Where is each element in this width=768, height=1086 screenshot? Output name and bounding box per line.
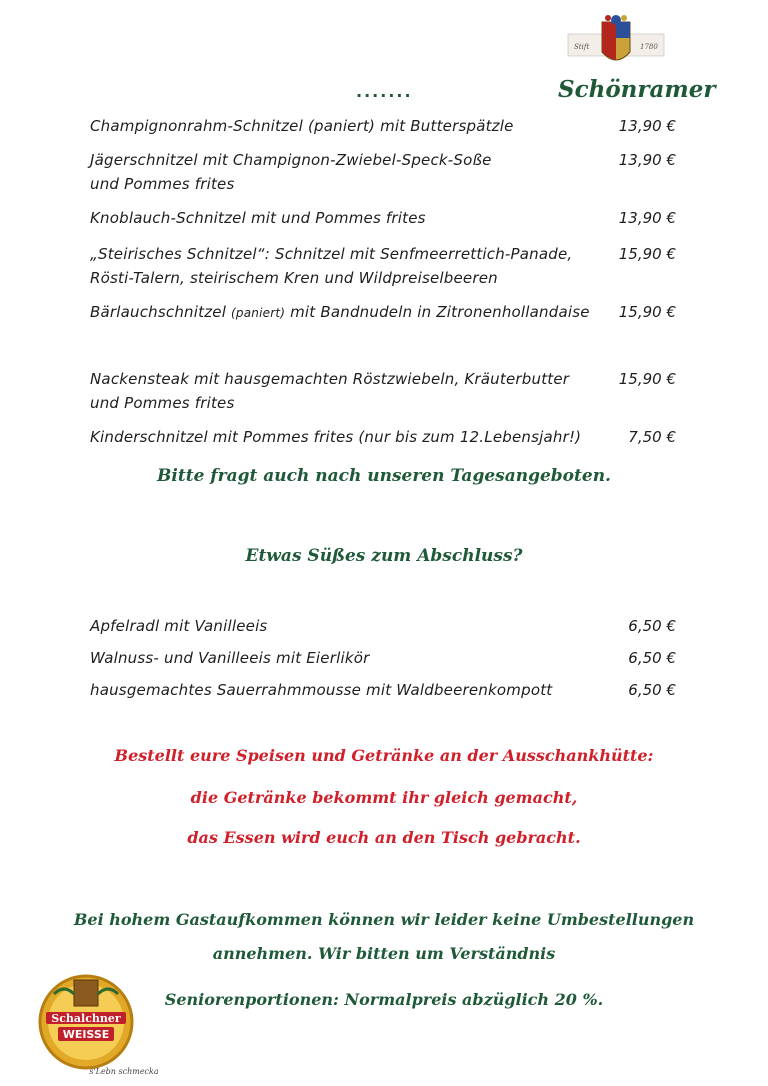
senior-notice: Seniorenportionen: Normalpreis abzüglich 20 %. <box>164 990 604 1009</box>
svg-text:Schalchner: Schalchner <box>51 1012 121 1025</box>
brewery-footer-logo <box>34 970 159 1080</box>
daily-offers-note: Bitte fragt auch nach unseren Tagesangeboten. <box>157 466 611 486</box>
svg-text:1780: 1780 <box>640 43 658 51</box>
menu-item-price: 15,90 € <box>618 245 676 263</box>
menu-item-name-line2: Rösti-Talern, steirischem Kren und Wildpreiselbeeren <box>90 269 498 287</box>
menu-item-name: Nackensteak mit hausgemachten Röstzwiebeln, Kräuterbutter <box>90 370 570 388</box>
menu-item-name: Jägerschnitzel mit Champignon-Zwiebel-Speck-Soße <box>90 151 492 169</box>
busy-notice-line: annehmen. Wir bitten um Verständnis <box>212 944 556 963</box>
header-dots: ....... <box>356 82 413 101</box>
menu-item-price: 15,90 € <box>618 370 676 388</box>
order-notice-line: die Getränke bekommt ihr gleich gemacht, <box>190 788 578 807</box>
svg-text:Stift: Stift <box>574 43 590 51</box>
dessert-item-name: Apfelradl mit Vanilleeis <box>90 617 268 635</box>
menu-item-price: 7,50 € <box>628 428 676 446</box>
order-notice-line: das Essen wird euch an den Tisch gebracht. <box>187 828 581 847</box>
menu-item-name-line2: und Pommes frites <box>90 175 235 193</box>
menu-item-price: 13,90 € <box>618 151 676 169</box>
dessert-item-price: 6,50 € <box>628 617 676 635</box>
dessert-item-price: 6,50 € <box>628 681 676 699</box>
menu-item-name-part: Bärlauchschnitzel <box>90 303 227 321</box>
menu-item-name: Knoblauch-Schnitzel mit und Pommes frites <box>90 209 426 227</box>
svg-text:WEISSE: WEISSE <box>62 1028 110 1041</box>
menu-item-name <box>90 300 590 325</box>
menu-item-name-note: (paniert) <box>231 306 286 320</box>
dessert-item-name: Walnuss- und Vanilleeis mit Eierlikör <box>90 649 370 667</box>
brewery-crest <box>566 12 666 74</box>
menu-item-name: Kinderschnitzel mit Pommes frites (nur bis zum 12.Lebensjahr!) <box>90 428 582 446</box>
busy-notice-line: Bei hohem Gastaufkommen können wir leider keine Umbestellungen <box>73 910 695 929</box>
menu-item-name: Champignonrahm-Schnitzel (paniert) mit Butterspätzle <box>90 117 514 135</box>
menu-item-price: 13,90 € <box>618 117 676 135</box>
menu-item-name-line2: und Pommes frites <box>90 394 235 412</box>
menu-item-name: „Steirisches Schnitzel“: Schnitzel mit Senfmeerrettich-Panade, <box>90 245 573 263</box>
menu-item-price: 13,90 € <box>618 209 676 227</box>
brand-logo-text: Schönramer <box>558 76 716 103</box>
menu-item-name-part: mit Bandnudeln in Zitronenhollandaise <box>290 303 590 321</box>
svg-text:s'Lebn schmecka: s'Lebn schmecka <box>89 1067 159 1076</box>
menu-item-price: 15,90 € <box>618 303 676 321</box>
order-notice-line: Bestellt eure Speisen und Getränke an der Ausschankhütte: <box>114 746 654 765</box>
dessert-item-price: 6,50 € <box>628 649 676 667</box>
dessert-item-name: hausgemachtes Sauerrahmmousse mit Waldbeerenkompott <box>90 681 553 699</box>
dessert-heading: Etwas Süßes zum Abschluss? <box>245 546 523 566</box>
